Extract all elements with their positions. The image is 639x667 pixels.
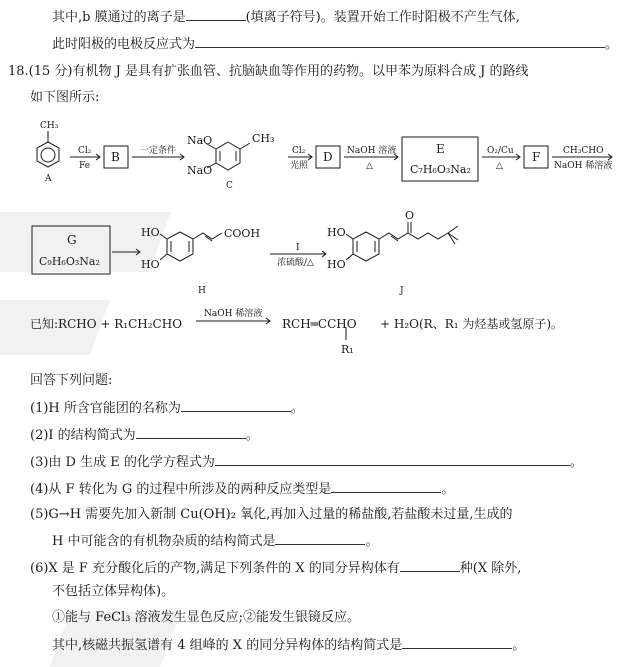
question-1-text: (1)H 所含官能团的名称为 [30,401,181,416]
question-5-end: 。 [365,534,379,549]
box-g-formula: C₉H₆O₃Na₂ [39,255,100,268]
answer-blank-q1[interactable] [181,397,291,412]
question-1-end: 。 [290,401,304,416]
question-6-text-1-tail: 种(X 除外, [459,561,522,576]
reagent-7-top: I [296,243,300,253]
question-4 [30,478,454,500]
answer-blank-q6-count[interactable] [400,557,460,572]
question-5-text-1: (5)G→H 需要先加入新制 Cu(OH)₂ 氧化,再加入过量的稀盐酸,若盐酸未过量,生成的 [30,507,513,522]
ho-label-j2: HO [327,258,346,271]
nao-label-1: NaO [187,134,213,147]
question-5-line-1 [30,505,513,525]
cooh-label: COOH [224,227,261,240]
box-g-label: G [67,233,77,247]
box-e-label: E [436,142,445,156]
answer-blank-q6-structure[interactable] [402,634,512,649]
known-prefix: 已知:RCHO + R₁CH₂CHO [30,317,183,331]
reagent-3-bottom: 光照 [290,161,309,171]
question-2-text: (2)I 的结构简式为 [30,428,136,443]
ring-h [167,232,193,261]
question-6-last-text: 其中,核磁共振氢谱有 4 组峰的 X 的同分异构体的结构简式是 [52,638,403,653]
question-3-text: (3)由 D 生成 E 的化学方程式为 [30,455,215,470]
top-line-1 [52,6,520,28]
question-6-text-2: 不包括立体异构体)。 [52,584,175,599]
reagent-4-top: NaOH 溶液 [347,146,397,156]
known-tail: + H₂O(R、R₁ 为烃基或氢原子)。 [380,317,564,331]
label-c: C [226,181,233,191]
reagent-4-bottom: △ [366,161,373,171]
ring-a [37,142,59,167]
answer-blank-ion[interactable] [186,6,246,21]
question-4-end: 。 [441,482,455,497]
question-5-text-2: H 中可能含的有机物杂质的结构简式是 [52,534,276,549]
question-6-conditions-text: ①能与 FeCl₃ 溶液发生显色反应;②能发生银镜反应。 [52,610,360,625]
ring-j [353,232,379,261]
top-line-2 [52,33,618,55]
carbonyl-o-label: O [405,209,415,222]
known-r1: R₁ [341,343,354,356]
box-b-label: B [111,150,120,164]
label-a: A [45,174,52,184]
question-6-last [52,634,525,656]
reagent-5-top: O₂/Cu [487,146,514,156]
reagent-1-top: Cl₂ [78,146,92,156]
reagent-6-top: CH₃CHO [563,146,604,156]
top-line-1-text: 其中,b 膜通过的离子是 [52,10,186,25]
ho-label-j1: HO [327,226,346,239]
question-2 [30,424,259,446]
reagent-7-bottom: 浓硫酸/△ [277,258,314,268]
top-line-1-tail: (填离子符号)。装置开始工作时阳极不产生气体, [245,10,520,25]
box-b [104,146,128,168]
reagent-5-bottom: △ [496,161,503,171]
question-4-text: (4)从 F 转化为 G 的过程中所涉及的两种反应类型是 [30,482,332,497]
reagent-1-bottom: Fe [79,161,91,171]
answer-blank-q3[interactable] [215,451,570,466]
label-j: J [400,286,404,296]
label-h: H [198,286,206,296]
box-e [402,137,478,181]
reagent-6-bottom: NaOH 稀溶液 [554,161,613,171]
q18-header-2-text: 如下图所示: [30,90,100,105]
ho-label-h2: HO [141,258,160,271]
question-1 [30,397,304,419]
box-d-label: D [323,150,333,164]
ch3-label-c: CH₃ [252,132,275,145]
question-6-line-1 [30,557,521,579]
ring-c [216,142,240,170]
box-f-label: F [532,150,541,164]
question-6-line-2 [52,582,174,602]
question-6-text-1: (6)X 是 F 充分酸化后的产物,满足下列条件的 X 的同分异构体有 [30,561,400,576]
ho-label-h1: HO [141,226,160,239]
known-condition: NaOH 稀溶液 [204,309,263,319]
question-6-last-end: 。 [512,638,526,653]
q18-header-2 [30,88,99,108]
question-3 [30,451,583,473]
question-5-line-2 [52,530,379,552]
top-line-2-end: 。 [605,37,619,52]
question-2-end: 。 [245,428,259,443]
box-e-formula: C₇H₆O₃Na₂ [410,163,471,176]
box-d [316,146,340,168]
reagent-2-top: 一定条件 [140,146,177,156]
ch3-label-a: CH₃ [40,121,59,131]
top-line-2-text: 此时阳极的电极反应式为 [52,37,196,52]
question-3-end: 。 [569,455,583,470]
watermark-band-2 [0,300,110,355]
q18-header-text: 18.(15 分)有机物 J 是具有扩张血管、抗脑缺血等作用的药物。以甲苯为原料合成 J 的路线 [8,64,529,79]
questions-intro-text: 回答下列问题: [30,373,113,388]
answer-blank-anode-equation[interactable] [195,33,605,48]
q18-header [8,62,528,82]
known-product: RCH═CCHO [282,317,357,331]
questions-intro [30,371,112,391]
answer-blank-q2[interactable] [136,424,246,439]
reagent-3-top: Cl₂ [292,146,306,156]
nao-label-2: NaO [187,164,213,177]
box-f [524,146,548,168]
question-6-conditions [52,608,360,628]
answer-blank-q4[interactable] [331,478,441,493]
watermark-band-1 [0,212,171,272]
answer-blank-q5[interactable] [275,530,365,545]
